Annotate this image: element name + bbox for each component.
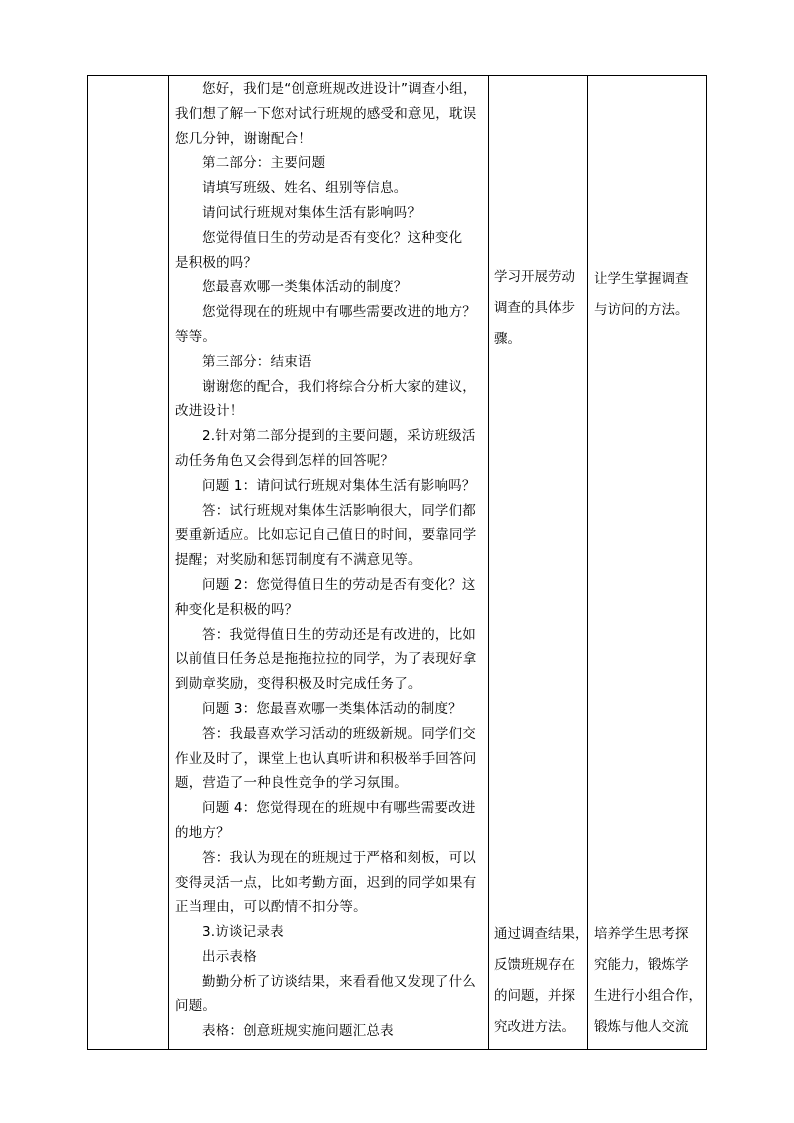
teaching-process-column	[169, 76, 488, 1049]
paragraph-line: 问题 4：您觉得现在的班规中有哪些需要改进	[202, 800, 476, 817]
design-intent-lower	[594, 919, 702, 1043]
text-line: 生进行小组合作，	[594, 988, 702, 1004]
text-line: 学习开展劳动	[494, 269, 575, 285]
text-line: 调查的具体步	[494, 300, 575, 316]
paragraph-line: 谢谢您的配合，我们将综合分析大家的建议，	[202, 378, 476, 395]
paragraph-line: 第二部分：主要问题	[202, 155, 326, 172]
paragraph-line: 表格：创意班规实施问题汇总表	[202, 1023, 394, 1040]
paragraph-line: 出示表格	[202, 948, 257, 965]
paragraph-line: 第三部分：结束语	[202, 353, 312, 370]
paragraph-line: 3.访谈记录表	[202, 924, 284, 941]
paragraph-line: 正当理由，可以酌情不扣分等。	[175, 899, 367, 916]
text-line: 究改进方法。	[494, 1019, 575, 1035]
paragraph-line: 2.针对第二部分提到的主要问题，采访班级活	[202, 428, 476, 445]
paragraph-line: 的地方？	[175, 824, 230, 841]
paragraph-line: 勤勤分析了访谈结果，来看看他又发现了什么	[202, 973, 476, 990]
text-line: 反馈班规存在	[494, 957, 575, 973]
paragraph-line: 问题 2：您觉得值日生的劳动是否有变化？这	[202, 576, 476, 593]
paragraph-line: 动任务角色又会得到怎样的回答呢？	[175, 452, 395, 469]
paragraph-line: 您好，我们是“创意班规改进设计”调查小组，	[202, 81, 477, 97]
paragraph-line: 变得灵活一点，比如考勤方面，迟到的同学如果有	[175, 874, 477, 891]
text-line: 骤。	[494, 331, 521, 347]
text-line: 与访问的方法。	[594, 302, 689, 318]
text-line: 的问题，并探	[494, 988, 575, 1004]
paragraph-line: 我们想了解一下您对试行班规的感受和意见，耽误	[175, 105, 477, 122]
paragraph-line: 您几分钟，谢谢配合！	[175, 130, 312, 147]
paragraph-line: 是积极的吗？	[175, 254, 258, 271]
paragraph-line: 请填写班级、姓名、组别等信息。	[202, 180, 408, 197]
paragraph-line: 到勋章奖励，变得积极及时完成任务了。	[175, 676, 422, 693]
paragraph-line: 问题 3：您最喜欢哪一类集体活动的制度？	[202, 700, 462, 717]
lesson-table	[87, 75, 707, 1050]
paragraph-line: 您觉得现在的班规中有哪些需要改进的地方？	[202, 304, 476, 321]
paragraph-line: 以前值日任务总是拖拖拉拉的同学，为了表现好拿	[175, 651, 477, 668]
process-text	[175, 76, 482, 1044]
paragraph-line: 您最喜欢哪一类集体活动的制度？	[202, 279, 408, 296]
paragraph-line: 答：我觉得值日生的劳动还是有改进的，比如	[202, 626, 476, 643]
first-column-empty	[88, 76, 168, 1049]
paragraph-line: 种变化是积极的吗？	[175, 601, 299, 618]
student-activity-upper	[494, 262, 575, 355]
paragraph-line: 答：我最喜欢学习活动的班级新规。同学们交	[202, 725, 476, 742]
paragraph-line: 您觉得值日生的劳动是否有变化？这种变化	[202, 229, 463, 246]
paragraph-line: 等等。	[175, 328, 217, 345]
column-divider	[488, 76, 489, 1049]
paragraph-line: 答：试行班规对集体生活影响很大，同学们都	[202, 502, 476, 519]
paragraph-line: 答：我认为现在的班规过于严格和刻板，可以	[202, 849, 476, 866]
paragraph-line: 请问试行班规对集体生活有影响吗？	[202, 204, 422, 221]
paragraph-line: 提醒；对奖励和惩罚制度有不满意见等。	[175, 552, 422, 569]
text-line: 让学生掌握调查	[594, 271, 689, 287]
paragraph-line: 作业及时了，课堂上也认真听讲和积极举手回答问	[175, 750, 477, 767]
paragraph-line: 改进设计！	[175, 403, 244, 420]
paragraph-line: 要重新适应。比如忘记自己值日的时间，要靠同学	[175, 527, 477, 544]
text-line: 培养学生思考探	[594, 926, 689, 942]
column-divider	[587, 76, 588, 1049]
text-line: 锻炼与他人交流	[594, 1019, 689, 1035]
paragraph-line: 问题 1：请问试行班规对集体生活有影响吗？	[202, 477, 476, 494]
text-line: 通过调查结果，	[494, 926, 589, 942]
text-line: 究能力，锻炼学	[594, 957, 689, 973]
student-activity-lower	[494, 919, 589, 1043]
paragraph-line: 题，营造了一种良性竞争的学习氛围。	[175, 775, 408, 792]
paragraph-line: 问题。	[175, 998, 217, 1015]
design-intent-upper	[594, 264, 689, 326]
